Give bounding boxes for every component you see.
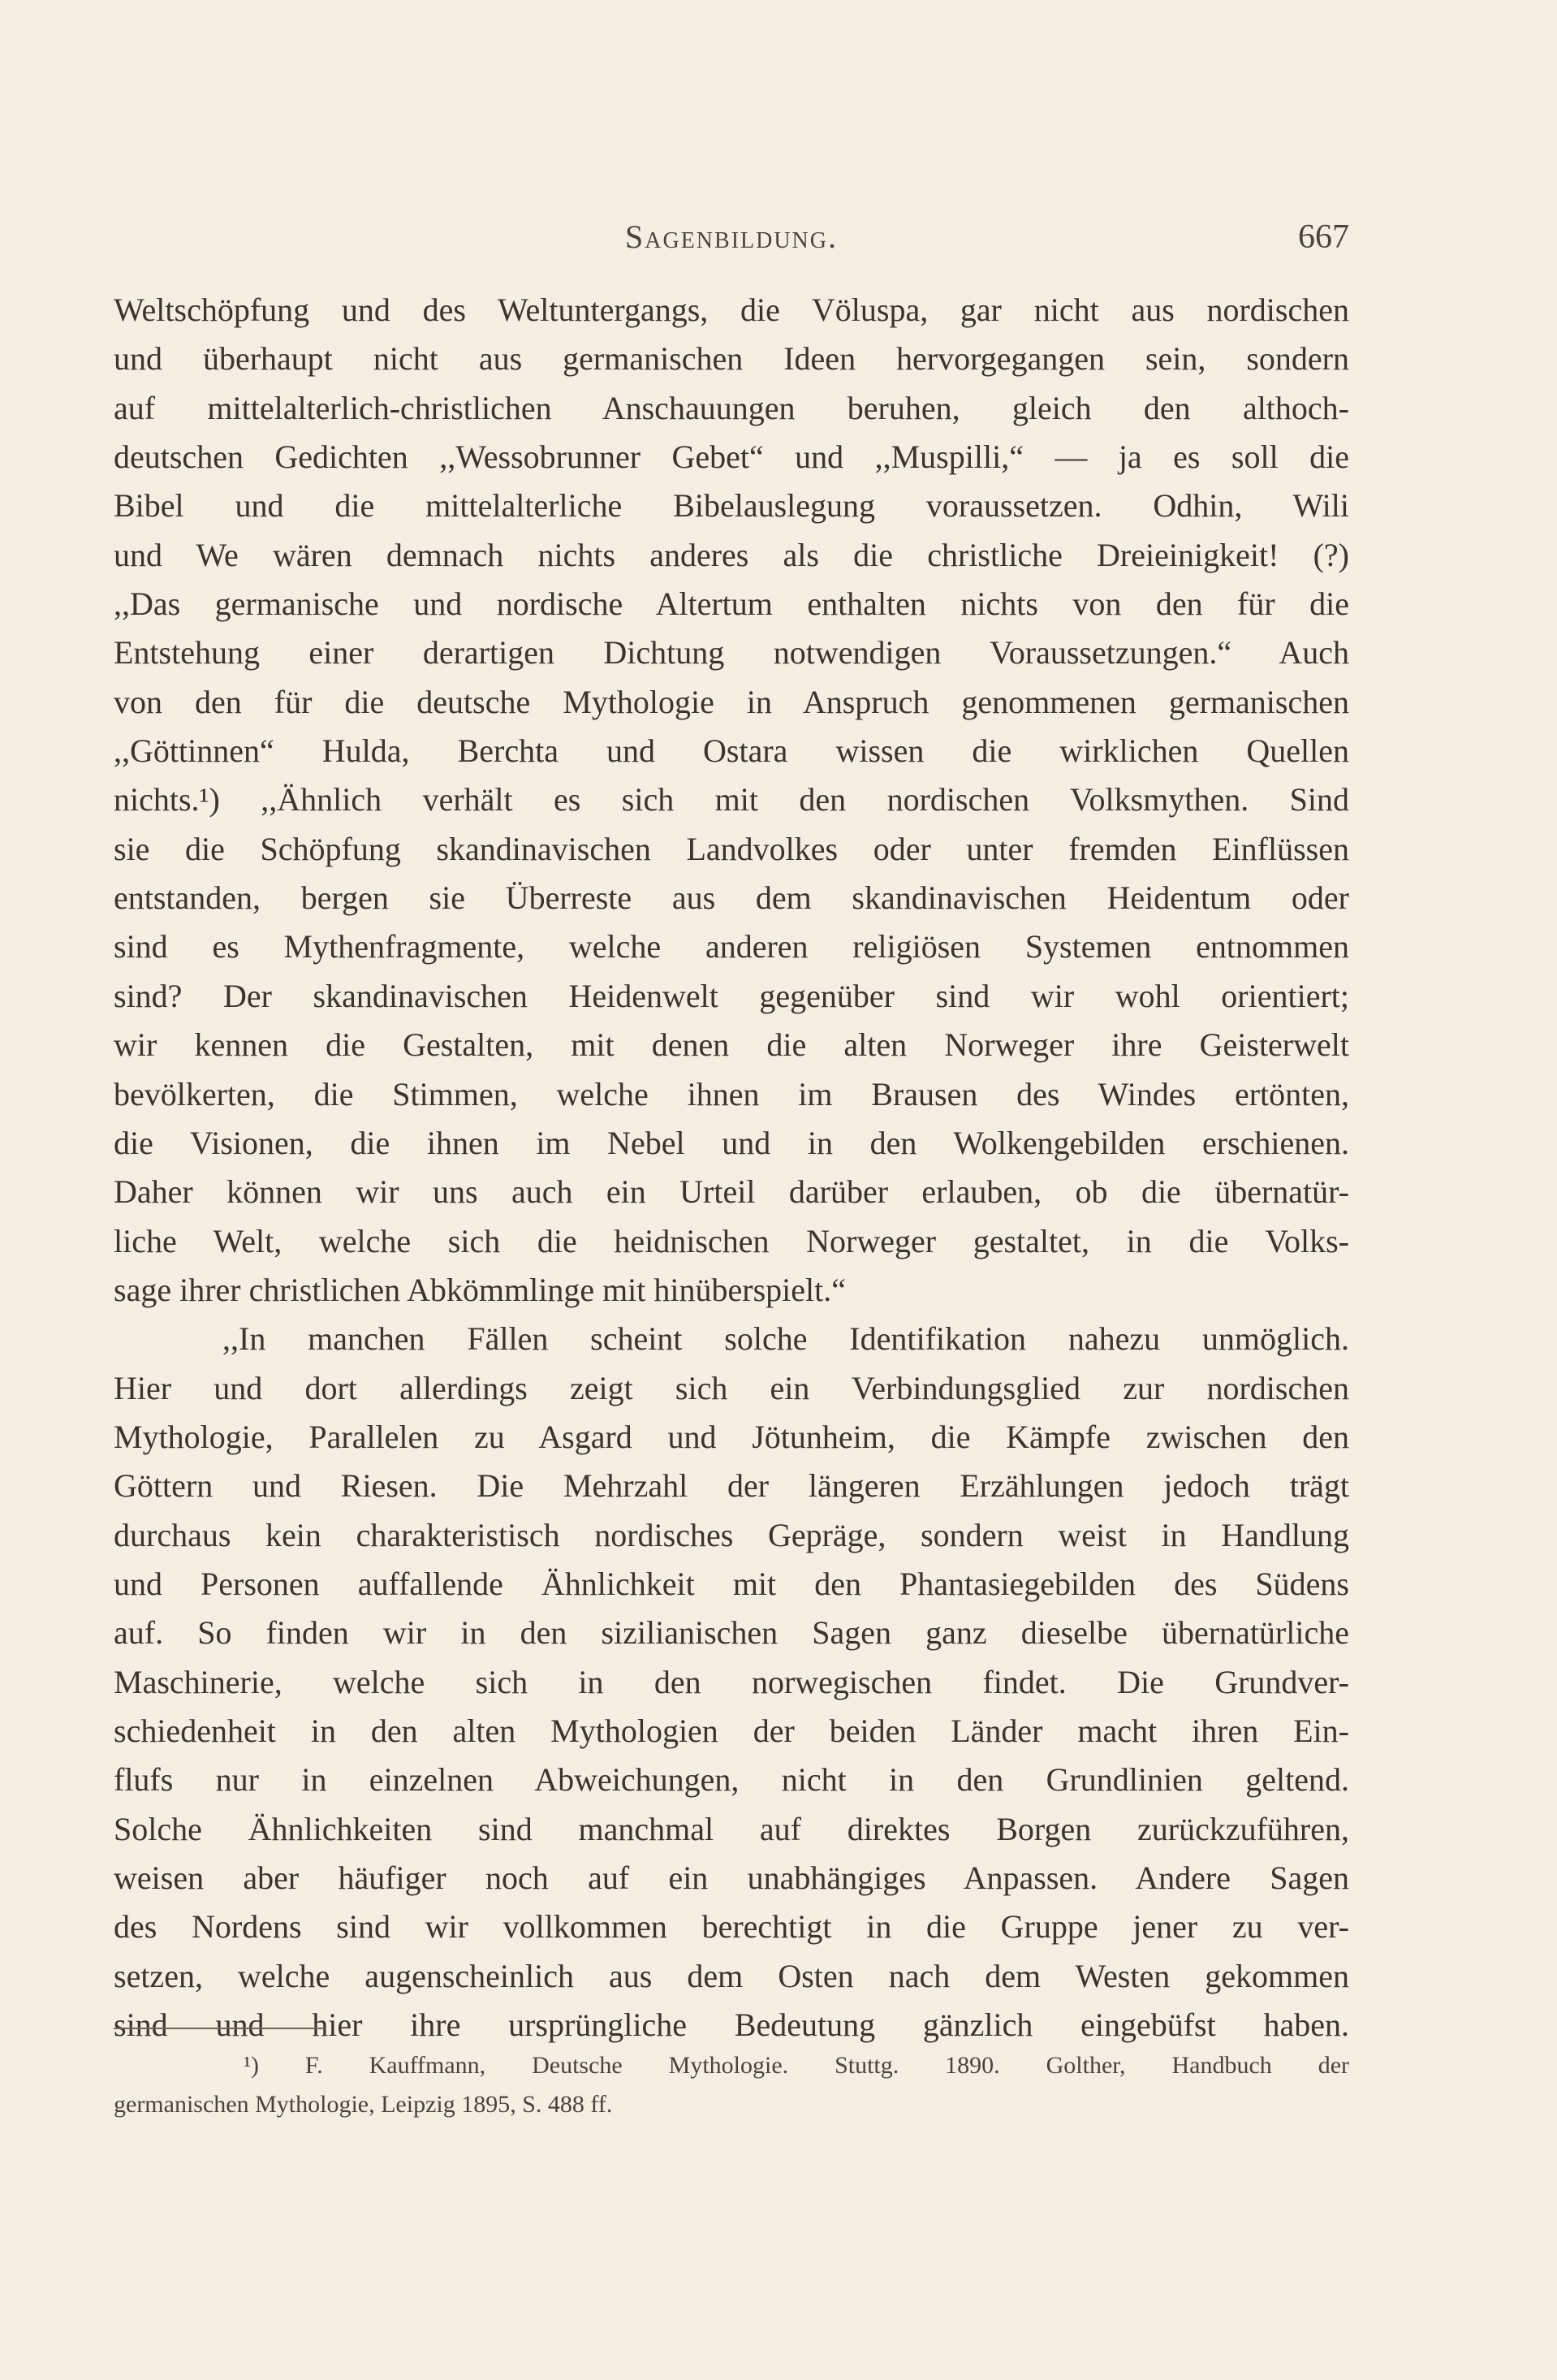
footnote-rule [114,2028,325,2029]
text-line: sind? Der skandinavischen Heidenwelt gegenüber sind wir wohl orientiert; [114,977,1349,1014]
text-line: sind und hier ihre ursprüngliche Bedeutung gänzlich eingebüfst haben. [114,2006,1349,2044]
text-line: entstanden, bergen sie Überreste aus dem skandinavischen Heidentum oder [114,879,1349,917]
text-line: Göttern und Riesen. Die Mehrzahl der längeren Erzählungen jedoch trägt [114,1467,1349,1505]
text-line: Weltschöpfung und des Weltuntergangs, die Völuspa, gar nicht aus nordischen [114,292,1349,328]
text-line: liche Welt, welche sich die heidnischen Norweger gestaltet, in die Volks- [114,1222,1349,1259]
text-line: weisen aber häufiger noch auf ein unabhängiges Anpassen. Andere Sagen [114,1860,1349,1896]
text-line: schiedenheit in den alten Mythologien der beiden Länder macht ihren Ein- [114,1712,1349,1749]
text-line: wir kennen die Gestalten, mit denen die alten Norweger ihre Geisterwelt [114,1026,1349,1064]
text-line: von den für die deutsche Mythologie in Anspruch genommenen germanischen [114,683,1349,720]
footnote-line: ¹) F. Kauffmann, Deutsche Mythologie. Stuttg. 1890. Golther, Handbuch der [244,2052,1349,2079]
page-number: 667 [1298,218,1349,256]
text-line: Daher können wir uns auch ein Urteil darüber erlauben, ob die übernatür- [114,1173,1349,1211]
text-line: auf. So finden wir in den sizilianischen Sagen ganz dieselbe übernatürliche [114,1614,1349,1652]
text-line: Mythologie, Parallelen zu Asgard und Jötunheim, die Kämpfe zwischen den [114,1418,1349,1455]
text-line: ,,Das germanische und nordische Altertum enthalten nichts von den für die [114,585,1349,623]
text-line: sind es Mythenfragmente, welche anderen religiösen Systemen entnommen [114,928,1349,965]
text-line: nichts.¹) ,,Ähnlich verhält es sich mit den nordischen Volksmythen. Sind [114,781,1349,819]
text-line: Bibel und die mittelalterliche Bibelauslegung voraussetzen. Odhin, Wili [114,487,1349,525]
text-line: und Personen auffallende Ähnlichkeit mit den Phantasiegebilden des Südens [114,1565,1349,1602]
running-head [114,218,1349,266]
text-line: Solche Ähnlichkeiten sind manchmal auf direktes Borgen zurückzuführen, [114,1810,1349,1847]
text-line: Hier und dort allerdings zeigt sich ein Verbindungsglied zur nordischen [114,1369,1349,1406]
text-line: und We wären demnach nichts anderes als die christliche Dreieinigkeit! (?) [114,536,1349,573]
text-line: bevölkerten, die Stimmen, welche ihnen im Brausen des Windes ertönten, [114,1075,1349,1112]
text-line: die Visionen, die ihnen im Nebel und in den Wolkengebilden erschienen. [114,1124,1349,1161]
body-text [114,286,1349,2050]
paragraph-start-line: ,,In manchen Fällen scheint solche Identifikation nahezu unmöglich. [222,1320,1349,1358]
running-title: Sagenbildung. [625,218,838,255]
text-line: deutschen Gedichten ,,Wessobrunner Gebet“ und ,,Muspilli,“ — ja es soll die [114,438,1349,476]
text-line: flufs nur in einzelnen Abweichungen, nicht in den Grundlinien geltend. [114,1761,1349,1799]
text-line: ,,Göttinnen“ Hulda, Berchta und Ostara wissen die wirklichen Quellen [114,732,1349,770]
footnote-line: germanischen Mythologie, Leipzig 1895, S. 488 ff. [114,2091,613,2118]
footnotes [114,2046,1349,2124]
text-line: sie die Schöpfung skandinavischen Landvolkes oder unter fremden Einflüssen [114,830,1349,867]
paragraph-end-line: sage ihrer christlichen Abkömmlinge mit hinüberspielt.“ [114,1271,847,1308]
text-line: durchaus kein charakteristisch nordisches Gepräge, sondern weist in Handlung [114,1516,1349,1553]
text-line: und überhaupt nicht aus germanischen Ideen hervorgegangen sein, sondern [114,340,1349,378]
text-line: auf mittelalterlich-christlichen Anschauungen beruhen, gleich den althoch- [114,389,1349,426]
text-line: Entstehung einer derartigen Dichtung notwendigen Voraussetzungen.“ Auch [114,634,1349,672]
text-line: setzen, welche augenscheinlich aus dem Osten nach dem Westen gekommen [114,1957,1349,1994]
text-line: des Nordens sind wir vollkommen berechtigt in die Gruppe jener zu ver- [114,1908,1349,1946]
text-line: Maschinerie, welche sich in den norwegischen findet. Die Grundver- [114,1663,1349,1700]
